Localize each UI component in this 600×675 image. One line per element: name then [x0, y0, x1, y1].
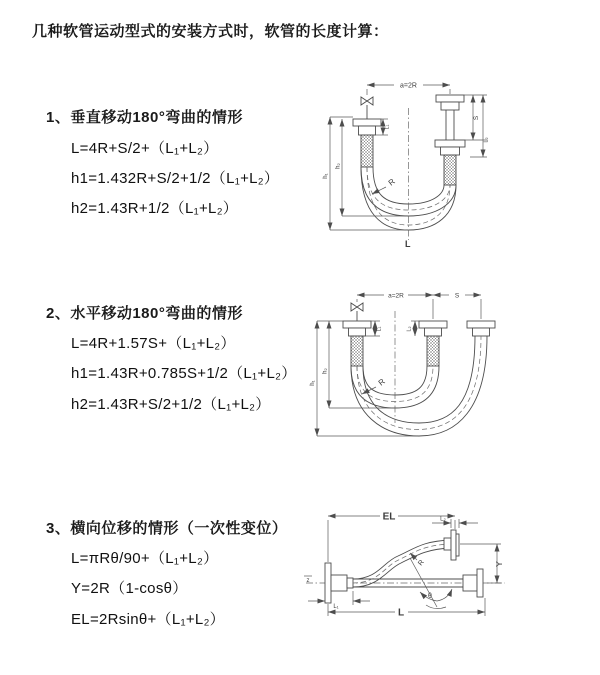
dim-label-el: EL — [382, 511, 396, 523]
r-label: R — [376, 376, 387, 388]
displaced-hose-curve — [353, 530, 459, 587]
right-pipe-fitting — [435, 95, 465, 185]
section1-formula-l: L=4R+S/2+（L₁+L₂） — [71, 140, 219, 157]
section2-formula-h2: h2=1.43R+S/2+1/2（L₁+L₂） — [71, 396, 271, 413]
right-fitting-displaced — [467, 321, 495, 336]
valve-icon — [351, 303, 363, 321]
dimension-l1 — [308, 591, 370, 610]
section2-heading: 2、水平移动180°弯曲的情形 — [46, 305, 243, 322]
r-label: R — [386, 176, 397, 188]
section1-heading: 1、垂直移动180°弯曲的情形 — [46, 109, 243, 126]
section2-formula-l: L=4R+1.57S+（L₁+L₂） — [71, 335, 236, 352]
left-fitting — [325, 563, 353, 603]
section2-formula-h1: h1=1.43R+0.785S+1/2（L₁+L₂） — [71, 365, 297, 382]
dim-label-l1: L₁ — [384, 124, 391, 130]
valve-icon — [361, 97, 373, 119]
dim-label-s: S — [473, 115, 480, 121]
dimension-a2r — [367, 83, 450, 96]
dim-label-l2: L₂ — [483, 137, 490, 143]
dim-label-l: L — [397, 607, 405, 619]
dim-label-h2: h₂ — [335, 163, 342, 169]
section1-formula-h1: h1=1.432R+S/2+1/2（L₁+L₂） — [71, 170, 280, 187]
dim-label-l2: L₂ — [440, 516, 446, 523]
l-label: L — [405, 239, 411, 249]
diagram-horizontal-180-bend — [305, 283, 595, 451]
page-title: 几种软管运动型式的安装方式时，软管的长度计算： — [32, 23, 389, 40]
section1-formula-h2: h2=1.43R+1/2（L₁+L₂） — [71, 200, 239, 217]
dim-label-l1: L₁ — [333, 604, 339, 610]
section3-formula-y: Y=2R（1-cosθ） — [71, 580, 188, 597]
dim-label-l1: L₁ — [376, 326, 383, 332]
section3-heading: 3、横向位移的情形（一次性变位） — [46, 520, 288, 537]
dimension-el — [328, 512, 455, 563]
dim-label-a2r: a=2R — [400, 82, 417, 90]
dimension-l — [328, 598, 485, 619]
theta-label: θ — [428, 593, 432, 600]
dimension-l2 — [407, 321, 420, 336]
dimension-s — [464, 95, 487, 140]
r-label: R — [417, 558, 426, 568]
middle-fitting — [419, 321, 447, 366]
section3-formula-l: L=πRθ/90+（L₁+L₂） — [71, 550, 219, 567]
dimension-a2r — [357, 293, 433, 300]
dim-label-y: Y — [494, 561, 504, 567]
left-hose-end-fitting — [353, 119, 381, 167]
dim-label-h1: h₁ — [323, 173, 329, 179]
left-fitting — [343, 321, 371, 366]
diagram-lateral-displacement — [300, 500, 600, 648]
z-label: z — [306, 578, 310, 584]
dim-label-s: S — [454, 292, 460, 300]
dim-label-a2r: a=2R — [388, 292, 404, 300]
dimension-s — [433, 293, 481, 300]
hose-u-curves — [351, 311, 487, 436]
dim-label-l2: L₂ — [406, 326, 413, 332]
section3-formula-el: EL=2Rsinθ+（L₁+L₂） — [71, 611, 225, 628]
dim-label-h2: h₂ — [322, 368, 329, 374]
dim-label-h1: h₁ — [310, 380, 316, 386]
diagram-vertical-180-bend — [312, 68, 594, 260]
